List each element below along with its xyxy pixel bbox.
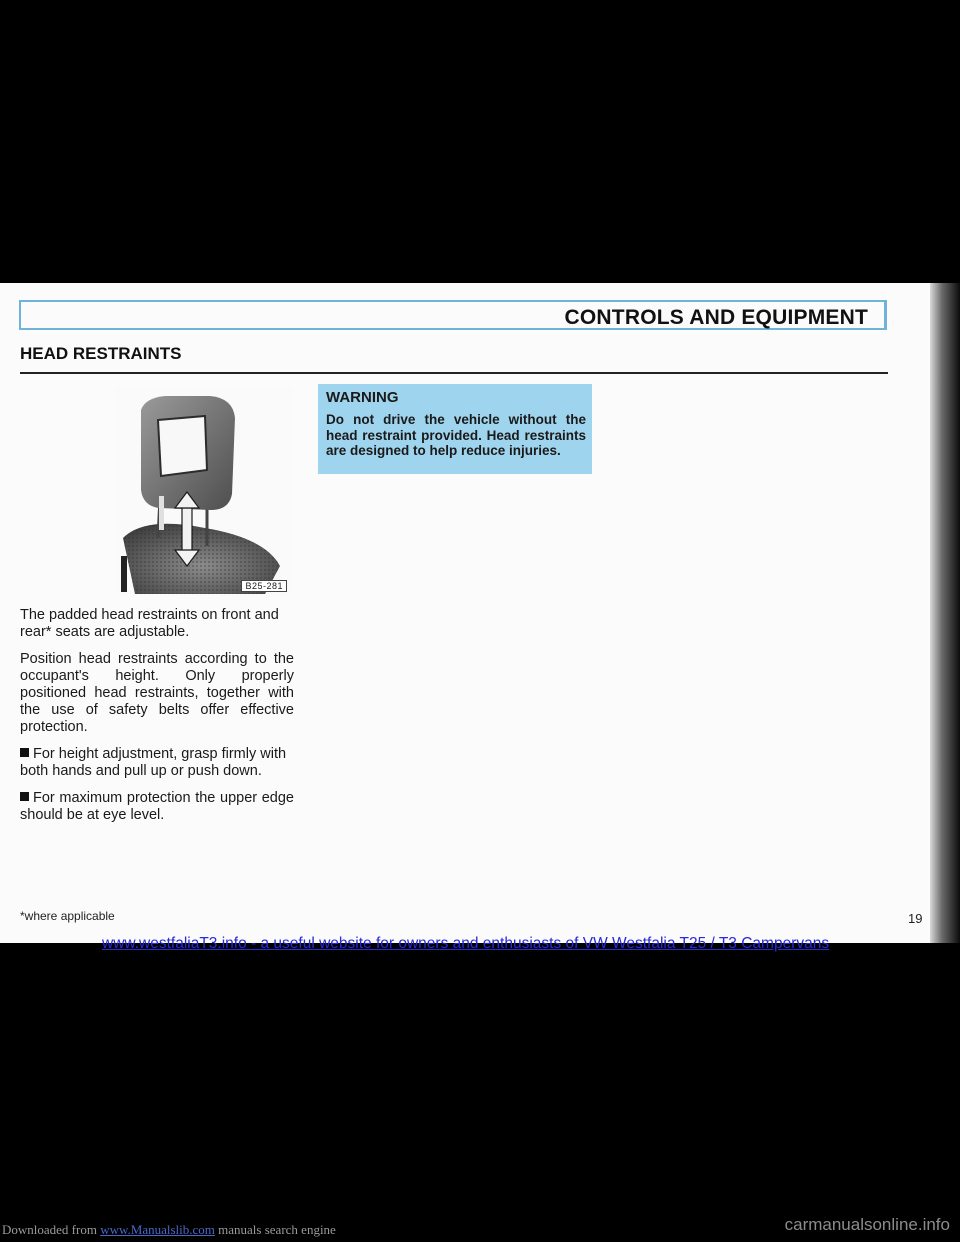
bullet-item-protection: [20, 790, 294, 824]
body-text: [20, 607, 294, 834]
bullet-item-height: [20, 746, 294, 780]
head-restraint-illustration: [115, 388, 293, 594]
footnote: *where applicable: [20, 909, 115, 923]
manualslib-link[interactable]: www.Manualslib.com: [100, 1222, 215, 1237]
bullet-square-icon: [20, 748, 29, 757]
bullet-text-protection: For maximum protection the upper edge should be at eye level.: [20, 790, 294, 823]
download-prefix: Downloaded from: [2, 1222, 97, 1237]
section-rule: [20, 372, 888, 374]
body-paragraph-1: The padded head restraints on front and rear* seats are adjustable.: [20, 607, 279, 640]
header-bar: [19, 300, 887, 330]
section-title: HEAD RESTRAINTS: [20, 344, 182, 363]
warning-title: WARNING: [326, 389, 399, 406]
body-paragraph-2: Position head restraints according to the occupant's height. Only properly positioned head restraints, together with the use of safety belts offer effective protection.: [20, 651, 294, 735]
page-number: 19: [908, 911, 923, 926]
warning-text: Do not drive the vehicle without the head restraint provided. Head restraints are designed to help reduce injuries.: [326, 412, 586, 458]
bottom-black-band: [0, 943, 960, 1242]
westfalia-site-link[interactable]: www.westfaliaT3.info - a useful website for owners and enthusiasts of VW Westfalia T25 / T3 Campervans: [102, 935, 830, 952]
top-black-band: [0, 0, 960, 283]
bullet-text-height: For height adjustment, grasp firmly with both hands and pull up or push down.: [20, 746, 287, 779]
head-restraint-figure: [115, 388, 293, 594]
header-title: CONTROLS AND EQUIPMENT: [564, 306, 868, 329]
bullet-square-icon: [20, 792, 29, 801]
figure-code: B25-281: [241, 580, 287, 592]
download-suffix: manuals search engine: [218, 1222, 336, 1237]
watermark: carmanualsonline.info: [784, 1215, 950, 1234]
warning-box: [318, 384, 592, 474]
download-credit: [2, 1222, 336, 1238]
page-edge-shadow: [930, 283, 960, 959]
